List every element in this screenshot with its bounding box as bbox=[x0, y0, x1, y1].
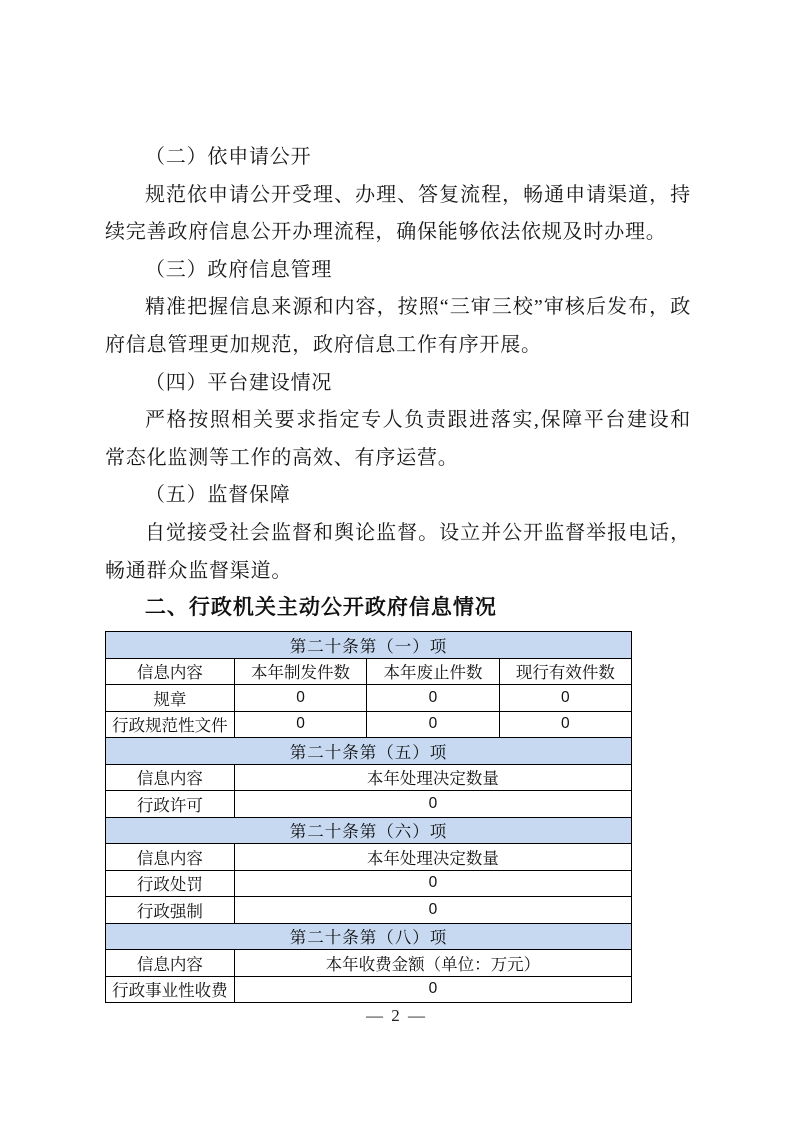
table-row-value: 0 bbox=[234, 870, 631, 897]
table-row bbox=[106, 976, 632, 1003]
table-column-header: 信息内容 bbox=[106, 658, 235, 685]
page-number: — 2 — bbox=[366, 1006, 427, 1025]
table-row-value: 0 bbox=[367, 685, 499, 712]
table-row bbox=[106, 791, 632, 818]
section-heading: 二、行政机关主动公开政府信息情况 bbox=[144, 596, 497, 620]
table-column-header-row bbox=[106, 844, 632, 871]
table-row bbox=[106, 897, 632, 924]
paragraph-block bbox=[105, 139, 691, 590]
table-section-title: 第二十条第（五）项 bbox=[106, 738, 632, 765]
table-column-header: 信息内容 bbox=[106, 950, 235, 977]
table-column-header: 信息内容 bbox=[106, 764, 235, 791]
table-section-header-row bbox=[106, 738, 632, 765]
disclosure-statistics-table bbox=[105, 631, 632, 1003]
table-section-title: 第二十条第（一）项 bbox=[106, 632, 632, 659]
paragraph-body: 规范依申请公开受理、办理、答复流程，畅通申请渠道，持续完善政府信息公开办理流程，确保能够依法依规及时办理。 bbox=[105, 183, 691, 244]
paragraph-body: 自觉接受社会监督和舆论监督。设立并公开监督举报电话，畅通群众监督渠道。 bbox=[105, 521, 691, 582]
table-row-value: 0 bbox=[234, 791, 631, 818]
paragraph-subheading: （二）依申请公开 bbox=[145, 146, 312, 168]
table-column-header-row bbox=[106, 950, 632, 977]
table-row-value: 0 bbox=[367, 711, 499, 738]
table-row-label: 行政许可 bbox=[106, 791, 235, 818]
table-row-value: 0 bbox=[234, 976, 631, 1003]
table-row-label: 规章 bbox=[106, 685, 235, 712]
table-column-header-row bbox=[106, 658, 632, 685]
table-section-title: 第二十条第（八）项 bbox=[106, 923, 632, 950]
table-row-value: 0 bbox=[499, 685, 631, 712]
table-section-header-row bbox=[106, 632, 632, 659]
table-section-header-row bbox=[106, 817, 632, 844]
table-section-title: 第二十条第（六）项 bbox=[106, 817, 632, 844]
table-column-header: 本年处理决定数量 bbox=[234, 764, 631, 791]
paragraph-subheading: （三）政府信息管理 bbox=[145, 258, 333, 281]
table-column-header-row bbox=[106, 764, 632, 791]
table-column-header: 本年废止件数 bbox=[367, 658, 499, 685]
table-row-label: 行政强制 bbox=[106, 897, 235, 924]
table-row-value: 0 bbox=[234, 711, 366, 738]
paragraph-body: 严格按照相关要求指定专人负责跟进落实,保障平台建设和常态化监测等工作的高效、有序运营。 bbox=[105, 409, 691, 469]
table-column-header: 本年处理决定数量 bbox=[234, 844, 631, 871]
table-column-header: 本年收费金额（单位：万元） bbox=[234, 950, 631, 977]
table-row bbox=[106, 685, 632, 712]
table-row bbox=[106, 711, 632, 738]
table-row-label: 行政处罚 bbox=[106, 870, 235, 897]
paragraph-body: 精准把握信息来源和内容，按照“三审三校”审核后发布，政府信息管理更加规范，政府信息工作有序开展。 bbox=[105, 296, 691, 356]
table-row-label: 行政事业性收费 bbox=[106, 976, 235, 1003]
table-column-header: 现行有效件数 bbox=[499, 658, 631, 685]
table-row-value: 0 bbox=[234, 685, 366, 712]
paragraph-subheading: （四）平台建设情况 bbox=[145, 371, 333, 394]
table-row-value: 0 bbox=[234, 897, 631, 924]
document-content bbox=[105, 139, 691, 1003]
table-row bbox=[106, 870, 632, 897]
table-section-header-row bbox=[106, 923, 632, 950]
table-row-value: 0 bbox=[499, 711, 631, 738]
paragraph-subheading: （五）监督保障 bbox=[145, 484, 291, 507]
table-row-label: 行政规范性文件 bbox=[106, 711, 235, 738]
table-column-header: 本年制发件数 bbox=[234, 658, 366, 685]
table-column-header: 信息内容 bbox=[106, 844, 235, 871]
